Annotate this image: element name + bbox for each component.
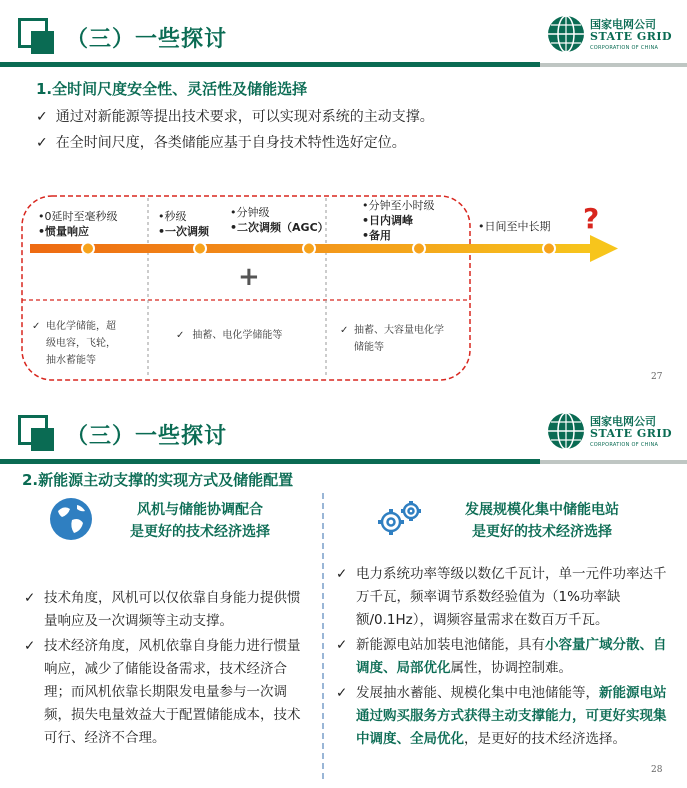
seg3-label: •分钟级 •二次调频（AGC） — [230, 206, 329, 234]
header-title: （三）一些探讨 — [66, 27, 228, 52]
milestone-dot — [543, 243, 555, 255]
slide-header — [0, 0, 687, 66]
left-point-2: ✓ 技术经济角度，风机依靠自身能力进行惯量响应，减少了储能设备需求，技术经济合理；而风机依靠长期限发电量参与一次调频，损失电量效益大于配置储能成本，技术可行、经济不合理。 — [24, 635, 310, 750]
logo-en-text: STATE GRID — [590, 30, 673, 43]
header-rule-gray — [540, 460, 687, 464]
left-points — [24, 587, 310, 752]
globe-logo-icon — [546, 411, 586, 451]
check-icon: ✓ — [24, 590, 36, 606]
subheading: 2.新能源主动支撑的实现方式及储能配置 — [22, 471, 294, 489]
slide-28 — [0, 397, 687, 788]
logo-cn-text: 国家电网公司 — [590, 18, 656, 31]
logo-sub-text: CORPORATION OF CHINA — [590, 442, 659, 448]
bullet-2: ✓ 在全时间尺度，各类储能应基于自身技术特性选好定位。 — [36, 135, 406, 151]
slide-header — [0, 397, 687, 463]
question-mark-icon: ? — [583, 202, 600, 235]
check-icon: ✓ — [36, 109, 48, 125]
storage-col2: ✓ 抽蓄、电化学储能等 — [176, 330, 283, 341]
milestone-dot — [82, 243, 94, 255]
slide-27 — [0, 0, 687, 392]
storage-col1: ✓ 电化学储能，超 级电容，飞轮， 抽水蓄能等 — [32, 321, 116, 366]
right-point-1: ✓ 电力系统功率等级以数亿千瓦计，单一元件功率达千万千瓦，频率调节系数经验值为（1%功率缺额/0.1Hz），调频容量需求在数百万千瓦。 — [336, 563, 676, 632]
page-number: 27 — [651, 372, 663, 382]
header-rule-gray — [540, 63, 687, 67]
seg5-label: •日间至中长期 — [478, 220, 551, 233]
header-rule — [0, 62, 540, 67]
check-icon: ✓ — [336, 566, 348, 582]
check-icon: ✓ — [36, 135, 48, 151]
header-title: （三）一些探讨 — [66, 424, 228, 449]
right-point-2: ✓ 新能源电站加装电池储能，具有小容量广域分散、自调度、局部优化属性，协调控制难。 — [336, 634, 676, 680]
globe-logo-icon — [546, 14, 586, 54]
right-point-3: ✓ 发展抽水蓄能、规模化集中电池储能等，新能源电站通过购买服务方式获得主动支撑能力，可更好实现集中调度、全局优化，是更好的技术经济选择。 — [336, 682, 676, 751]
milestone-dot — [413, 243, 425, 255]
gears-icon — [374, 498, 426, 540]
column-divider — [322, 493, 324, 779]
storage-col3: ✓ 抽蓄、大容量电化学 储能等 — [340, 325, 444, 353]
section-mark-icon — [18, 18, 54, 54]
check-icon: ✓ — [24, 638, 36, 654]
state-grid-logo — [546, 411, 676, 453]
timeline-arrow-head — [590, 235, 618, 262]
state-grid-logo — [546, 14, 676, 56]
logo-en-text: STATE GRID — [590, 427, 673, 440]
check-icon: ✓ — [336, 685, 348, 701]
logo-cn-text: 国家电网公司 — [590, 415, 656, 428]
bullet-1: ✓ 通过对新能源等提出技术要求，可以实现对系统的主动支撑。 — [36, 109, 434, 125]
milestone-dot — [303, 243, 315, 255]
logo-sub-text: CORPORATION OF CHINA — [590, 45, 659, 51]
globe-icon — [48, 496, 94, 542]
right-points — [336, 563, 676, 753]
plus-icon: + — [238, 262, 260, 292]
page-number: 28 — [651, 765, 663, 775]
header-rule — [0, 459, 540, 464]
left-column-title: 风机与储能协调配合 是更好的技术经济选择 — [130, 502, 270, 540]
left-point-1: ✓ 技术角度，风机可以仅依靠自身能力提供惯量响应及一次调频等主动支撑。 — [24, 587, 310, 633]
seg2-label: •秒级 •一次调频 — [158, 210, 210, 238]
check-icon: ✓ — [336, 637, 348, 653]
subheading: 1.全时间尺度安全性、灵活性及储能选择 — [36, 80, 308, 98]
right-column-title: 发展规模化集中储能电站 是更好的技术经济选择 — [465, 502, 619, 540]
milestone-dot — [194, 243, 206, 255]
seg1-label: •0延时至毫秒级 •惯量响应 — [38, 210, 118, 238]
seg4-label: •分钟至小时级 •日内调峰 •备用 — [362, 199, 435, 242]
section-mark-icon — [18, 415, 54, 451]
